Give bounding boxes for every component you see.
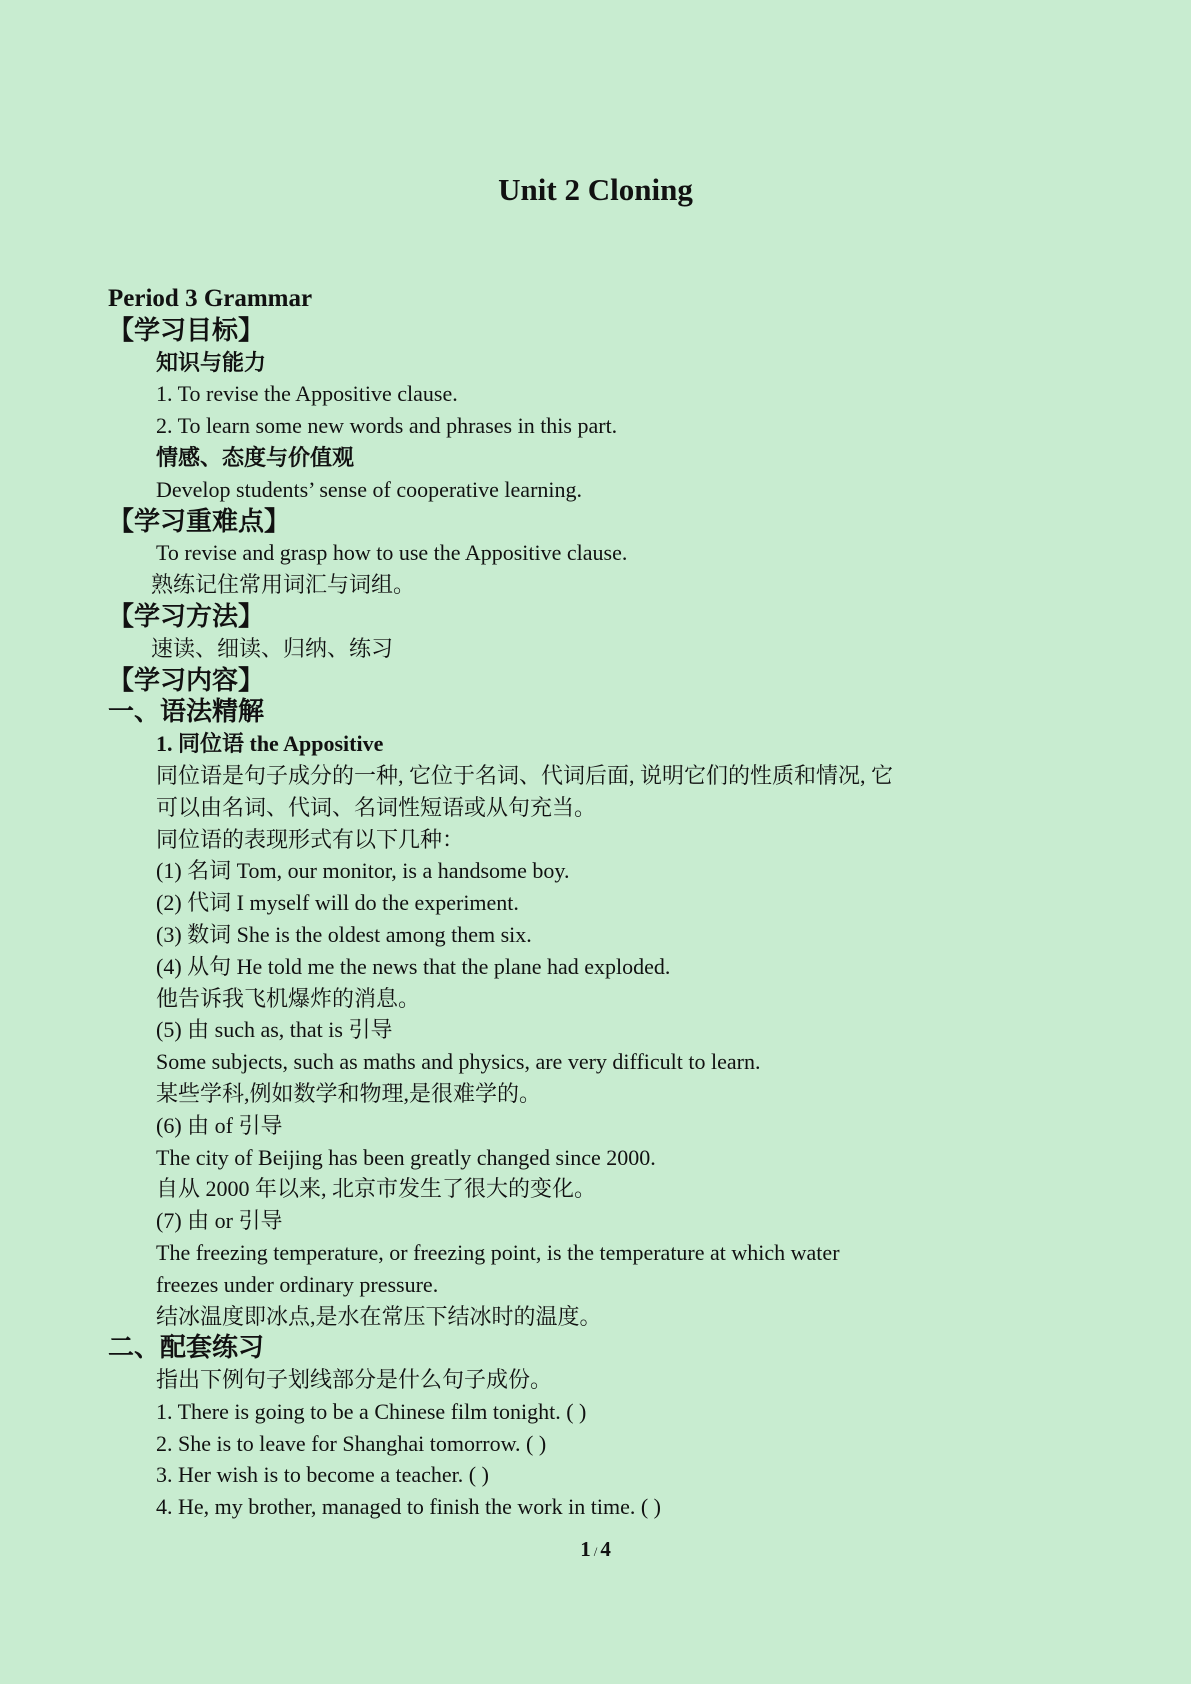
text-line: 他告诉我飞机爆炸的消息。: [156, 985, 421, 1011]
text-line: (5) 由 such as, that is 引导: [156, 1017, 393, 1043]
text-line: 知识与能力: [156, 349, 267, 375]
text-line: 指出下例句子划线部分是什么句子成份。: [156, 1367, 553, 1393]
section-heading: 一、语法精解: [108, 697, 265, 727]
text-line: 情感、态度与价值观: [156, 444, 355, 470]
text-line: (4) 从句 He told me the news that the plane had exploded.: [156, 953, 671, 979]
text-line: 熟练记住常用词汇与词组。: [151, 572, 416, 598]
page-current: 1: [580, 1537, 591, 1561]
text-line: The city of Beijing has been greatly changed since 2000.: [156, 1144, 656, 1170]
text-line: The freezing temperature, or freezing point, is the temperature at which water: [156, 1239, 840, 1265]
page-number: [0, 1537, 1191, 1562]
text-line: (3) 数词 She is the oldest among them six.: [156, 921, 532, 947]
text-line: 可以由名词、代词、名词性短语或从句充当。: [156, 794, 597, 820]
text-line: 自从 2000 年以来, 北京市发生了很大的变化。: [156, 1176, 597, 1202]
document-body: [108, 283, 1108, 1523]
text-line: 某些学科,例如数学和物理,是很难学的。: [156, 1080, 542, 1106]
text-line: Some subjects, such as maths and physics, are very difficult to learn.: [156, 1049, 761, 1075]
text-line: 结冰温度即冰点,是水在常压下结冰时的温度。: [156, 1303, 602, 1329]
text-line: Develop students’ sense of cooperative learning.: [156, 476, 583, 502]
section-heading: Period 3 Grammar: [108, 285, 313, 312]
page-total: 4: [600, 1537, 611, 1561]
text-line: (6) 由 of 引导: [156, 1112, 283, 1138]
text-line: (2) 代词 I myself will do the experiment.: [156, 890, 519, 916]
text-line: 1. To revise the Appositive clause.: [156, 381, 458, 407]
text-line: 速读、细读、归纳、练习: [151, 635, 394, 661]
text-line: freezes under ordinary pressure.: [156, 1271, 439, 1297]
section-heading: 【学习方法】: [108, 601, 265, 631]
text-line: 同位语的表现形式有以下几种：: [156, 826, 465, 852]
section-heading: 【学习内容】: [108, 665, 265, 695]
text-line: 同位语是句子成分的一种, 它位于名词、代词后面, 说明它们的性质和情况, 它: [156, 762, 894, 788]
text-line: 4. He, my brother, managed to finish the work in time. ( ): [156, 1494, 662, 1520]
text-line: 1. 同位语 the Appositive: [156, 731, 384, 757]
text-line: 1. There is going to be a Chinese film tonight. ( ): [156, 1398, 587, 1424]
text-line: 2. To learn some new words and phrases in this part.: [156, 413, 618, 439]
section-heading: 【学习目标】: [108, 315, 265, 345]
text-line: To revise and grasp how to use the Appositive clause.: [156, 540, 628, 566]
text-line: (7) 由 or 引导: [156, 1208, 283, 1234]
text-line: 3. Her wish is to become a teacher. ( ): [156, 1462, 489, 1488]
document-title: Unit 2 Cloning: [498, 172, 693, 207]
page-separator: /: [593, 1544, 598, 1559]
section-heading: 【学习重难点】: [108, 506, 291, 536]
text-line: (1) 名词 Tom, our monitor, is a handsome boy.: [156, 858, 570, 884]
text-line: 2. She is to leave for Shanghai tomorrow. ( ): [156, 1430, 547, 1456]
section-heading: 二、配套练习: [108, 1333, 265, 1363]
